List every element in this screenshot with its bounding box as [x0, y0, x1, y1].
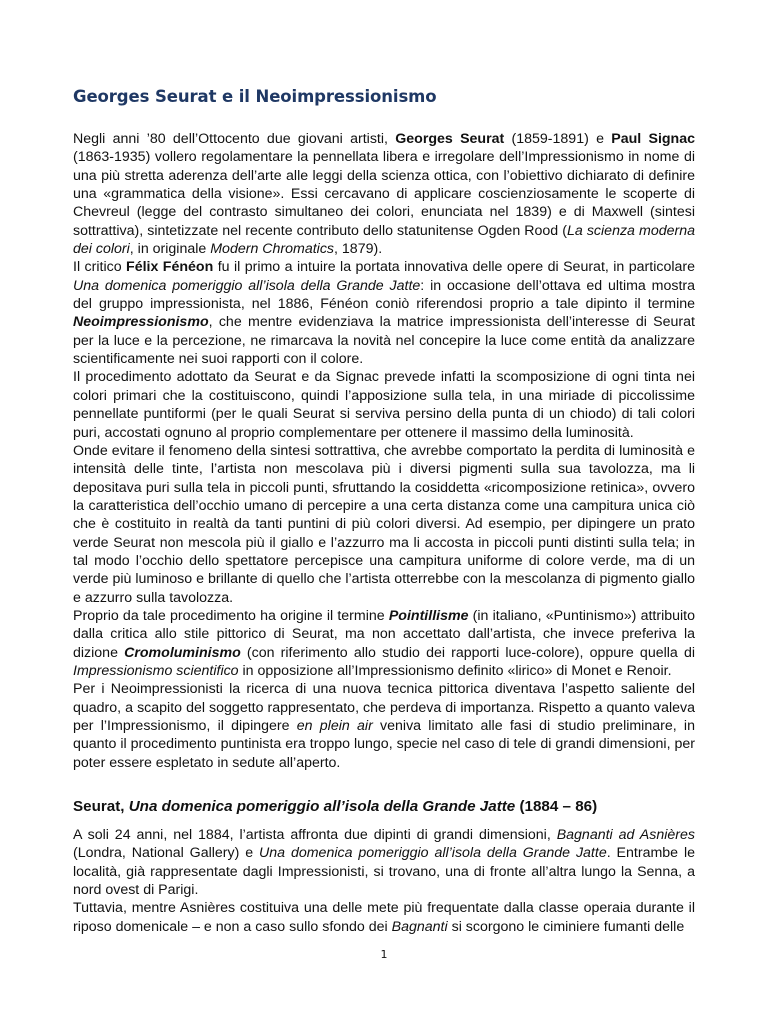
- text-run: Il critico: [73, 259, 127, 276]
- paragraph-2: [73, 258, 695, 368]
- paragraph-3: Il procedimento adottato da Seurat e da Signac prevede infatti la scomposizione di ogni tinta nei colori primari che la costituiscono, quindi l’apposizione sulla tela, in una miriade di piccolissime pennellate puntiformi (per le quali Seurat si serviva persino della punta di un chiodo) di tali colori puri, accostati ognuno al proprio complementare per ottenere il massimo della luminosità.: [73, 369, 695, 441]
- text-run: . Entrambe le località, già rappresentate dagli Impressionisti, si trovano, una di fronte all’altra lungo la Senna, a nord ovest di Parigi.: [73, 845, 695, 899]
- text-run: (1863-1935) vollero regolamentare la pennellata libera e irregolare dell’Impressionismo in nome di una più stretta aderenza dell’arte alle leggi della scienza ottica, con l’obiettivo dichiarato di definire una «grammatica della visione». Essi cercavano di applicare coscienziosamente le scoperte di Chevreul (legge del contrasto simultaneo dei colori, enunciata nel 1839) e di Maxwell (sintesi sottrattiva), sintetizzate nel recente contributo dello statunitense Ogden Rood (: [73, 149, 695, 239]
- text-run: , in originale: [129, 241, 211, 258]
- term-cromoluminismo: Cromoluminismo: [124, 644, 241, 661]
- artist-name-signac: Paul Signac: [611, 131, 696, 147]
- intro-body: [73, 130, 695, 772]
- artwork-title-short: Bagnanti: [391, 918, 448, 935]
- text-run: (con riferimento allo studio dei rapporti luce-colore), oppure quella di: [240, 644, 695, 661]
- term-impressionismo-scientifico: Impressionismo scientifico: [73, 662, 239, 679]
- text-run: (1859-1891) e: [504, 131, 612, 147]
- paragraph-1: [73, 130, 695, 258]
- heading-prefix: Seurat,: [73, 798, 129, 815]
- book-title-original: Modern Chromatics: [210, 241, 335, 258]
- document-page: [73, 0, 695, 1024]
- text-run: (Londra, National Gallery) e: [73, 845, 260, 862]
- term-neoimpressionismo: Neoimpressionismo: [73, 314, 209, 331]
- paragraph-6: [73, 680, 695, 772]
- text-run: in opposizione all’Impressionismo definito «lirico» di Monet e Renoir.: [238, 662, 672, 679]
- heading-years: (1884 – 86): [515, 798, 598, 815]
- paragraph-8: [73, 899, 695, 936]
- term-en-plein-air: en plein air: [296, 718, 373, 734]
- section-heading: [73, 798, 597, 815]
- artwork-title: Una domenica pomeriggio all’isola della Grande Jatte: [73, 277, 421, 294]
- artist-name-seurat: Georges Seurat: [395, 131, 505, 147]
- book-title-italian: La scienza moderna dei colori: [73, 222, 696, 258]
- text-run: (in italiano, «Puntinismo») attribuito dalla critica allo stile pittorico di Seurat, ma non accettato dall’artista, che invece preferiva la dizione: [73, 607, 695, 661]
- page-number: 1: [380, 948, 388, 961]
- text-run: veniva limitato alle fasi di studio preliminare, in quanto il procedimento puntinista era troppo lungo, specie nel caso di tele di grandi dimensioni, per poter essere espletato in sedute all’aperto.: [73, 718, 695, 771]
- text-run: A soli 24 anni, nel 1884, l’artista affronta due dipinti di grandi dimensioni,: [73, 827, 557, 843]
- paragraph-5: [73, 607, 695, 680]
- section-body: [73, 826, 695, 936]
- critic-name: Félix Fénéon: [126, 259, 214, 276]
- text-run: Negli anni ’80 dell’Ottocento due giovani artisti,: [73, 131, 396, 147]
- text-run: fu il primo a intuire la portata innovativa delle opere di Seurat, in particolare: [213, 259, 695, 276]
- text-run: Per i Neoimpressionisti la ricerca di una nuova tecnica pittorica diventava l’aspetto saliente del quadro, a scapito del soggetto rappresentato, che perdeva di importanza. Rispetto a quanto valeva per l’Impressionismo, il dipingere: [73, 681, 695, 734]
- text-run: : in occasione dell’ottava ed ultima mostra del gruppo impressionista, nel 1886, Fénéon coniò riferendosi proprio a tale dipinto il termine: [73, 277, 696, 313]
- text-run: , che mentre evidenziava la matrice impressionista dell’interesse di Seurat per la luce e la percezione, ne rimarcava la novità nel concepire la luce come entità da analizzare scientificamente nei suoi rapporti con il colore.: [73, 314, 695, 368]
- paragraph-4: Onde evitare il fenomeno della sintesi sottrattiva, che avrebbe comportato la perdita di luminosità e intensità delle tinte, l’artista non mescolava più i diversi pigmenti sulla sua tavolozza, ma li depositava puri sulla tela in piccoli punti, sfruttando la cosiddetta «ricomposizione retinica», ovvero la caratteristica dell’occhio umano di percepire a una certa distanza come una campitura unica ciò che è costituito in realtà da tanti puntini di più colori diversi. Ad esempio, per dipingere un prato verde Seurat non mescola più il giallo e l’azzurro ma li accosta in piccoli punti distinti sulla tela; in tal modo l’occhio dello spettatore percepisce una campitura uniforme di colore verde, ma di un verde più luminoso e brillante di quello che l’artista otterrebbe con la mescolanza di pigmento giallo e azzurro sulla tavolozza.: [73, 442, 695, 606]
- term-pointillisme: Pointillisme: [388, 607, 469, 624]
- document-title: Georges Seurat e il Neoimpressionismo: [73, 87, 437, 106]
- artwork-title-bagnanti: Bagnanti ad Asnières: [556, 827, 695, 843]
- text-run: , 1879).: [334, 241, 383, 258]
- heading-artwork-title: Una domenica pomeriggio all’isola della Grande Jatte: [128, 798, 516, 815]
- text-run: Tuttavia, mentre Asnières costituiva una delle mete più frequentate dalla classe operaia durante il riposo domenicale – e non a caso sullo sfondo dei: [73, 900, 695, 935]
- paragraph-7: [73, 826, 695, 899]
- artwork-title-grande-jatte: Una domenica pomeriggio all’isola della Grande Jatte: [259, 845, 607, 862]
- text-run: si scorgono le ciminiere fumanti delle: [447, 918, 685, 935]
- text-run: Proprio da tale procedimento ha origine il termine: [73, 607, 389, 624]
